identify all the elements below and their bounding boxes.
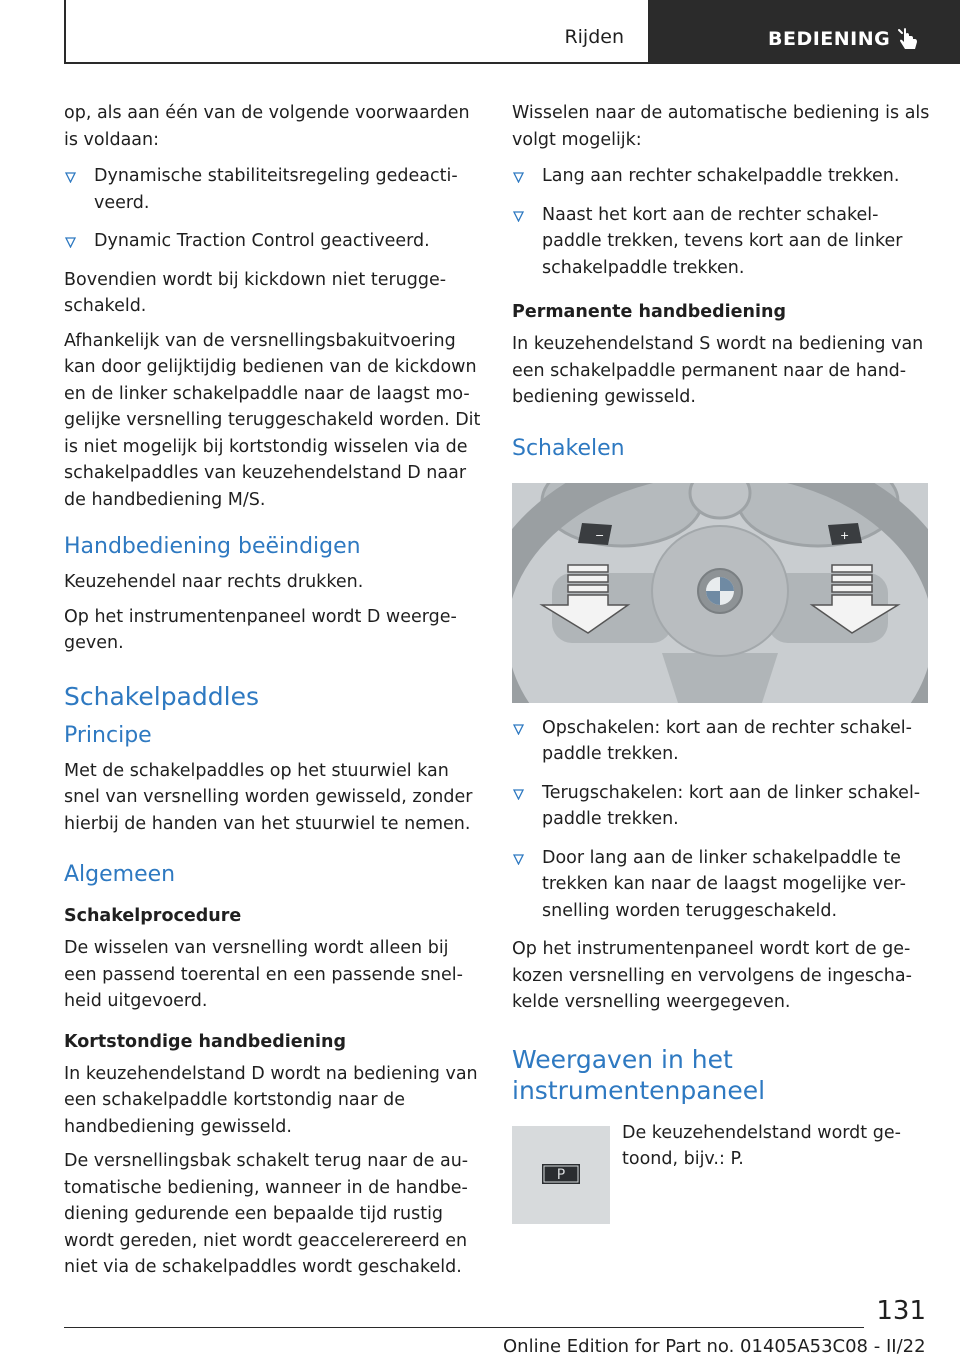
triangle-bullet-icon <box>65 172 76 183</box>
display-glyph: P <box>556 1166 566 1183</box>
section-heading-schakelen: Schakelen <box>512 435 625 461</box>
display-image <box>512 1126 610 1224</box>
steering-wheel-paddles-image <box>512 483 928 703</box>
list-item <box>512 163 930 190</box>
hand-pointer-icon <box>896 26 920 52</box>
section-heading-display: Weergaven in het instrumentenpaneel <box>512 1044 766 1105</box>
paragraph: Bovendien wordt bij kickdown niet terugge- schakeld. <box>64 269 447 316</box>
paragraph: De wisselen van versnelling wordt alleen bij een passend toerental en een passende snel- heid uitgevoerd. <box>64 938 463 1011</box>
page-number: 131 <box>876 1296 926 1326</box>
paragraph: op, als aan één van de volgende voorwaarden is voldaan: <box>64 103 470 150</box>
bullet-list <box>512 715 930 925</box>
list-item-text: Dynamische stabiliteitsregeling gedeacti- veerd. <box>94 166 458 213</box>
paragraph: Afhankelijk van de versnellingsbakuitvoering kan door gelijktijdig bedienen van de kickdown en de linker schakelpaddle naar de laagst mo- gelijke versnelling teruggeschakeld worden. Dit is niet mogelijk bij kortstondig wisselen via de schakelpaddles van keuzehendelstand D naar de handbediening M/S. <box>64 330 481 510</box>
header-section-title: Rijden <box>564 26 624 48</box>
list-item-text: Naast het kort aan de rechter schakel- paddle trekken, tevens kort aan de linker schakelpaddle trekken. <box>542 204 903 278</box>
svg-text:−: − <box>595 528 605 542</box>
section-heading-paddles: Schakelpaddles <box>64 681 259 711</box>
right-column <box>512 100 930 1224</box>
paragraph: Wisselen naar de automatische bediening is als volgt mogelijk: <box>512 103 930 150</box>
section-heading-algemeen: Algemeen <box>64 862 176 887</box>
svg-text:+: + <box>840 528 850 542</box>
paragraph: De versnellingsbak schakelt terug naar de au- tomatische bediening, wanneer in de handbe- diening gedurende een bepaalde tijd rustig wordt gereden, niet wordt geaccelerereerd en niet via de schakelpaddles wordt geschakeld. <box>64 1151 469 1277</box>
paragraph: De keuzehendelstand wordt ge- toond, bijv.: P. <box>622 1122 901 1169</box>
paragraph: Met de schakelpaddles op het stuurwiel kan snel van versnelling worden gewisseld, zonder hierbij de handen van het stuurwiel te nemen. <box>64 760 473 834</box>
section-heading-end-manual: Handbediening beëindigen <box>64 534 361 559</box>
paragraph: Op het instrumentenpaneel wordt D weerge- geven. <box>64 606 457 653</box>
triangle-bullet-icon <box>513 211 524 222</box>
list-item <box>64 163 482 216</box>
triangle-bullet-icon <box>513 854 524 865</box>
list-item-text: Door lang aan de linker schakelpaddle te trekken kan naar de laagst mogelijke ver- snelling worden teruggeschakeld. <box>542 847 906 921</box>
triangle-bullet-icon <box>513 172 524 183</box>
list-item <box>64 228 482 255</box>
subheading-procedure: Schakelprocedure <box>64 906 242 926</box>
list-item <box>512 845 930 925</box>
paragraph: In keuzehendelstand S wordt na bediening van een schakelpaddle permanent naar de hand- bediening gewisseld. <box>512 334 924 407</box>
list-item-text: Lang aan rechter schakelpaddle trekken. <box>542 166 900 186</box>
footer-divider <box>64 1327 864 1328</box>
paragraph: Op het instrumentenpaneel wordt kort de ge- kozen versnelling en vervolgens de ingescha- kelde versnelling weergegeven. <box>512 939 912 1012</box>
header-chapter-tab <box>650 0 960 64</box>
subheading-permanent: Permanente handbediening <box>512 302 786 322</box>
section-heading-principe: Principe <box>64 722 152 748</box>
header-chapter-title: BEDIENING <box>768 28 891 50</box>
list-item <box>512 202 930 282</box>
bullet-list <box>64 163 482 255</box>
paragraph: Keuzehendel naar rechts drukken. <box>64 572 364 592</box>
list-item <box>512 780 930 833</box>
paragraph: In keuzehendelstand D wordt na bediening van een schakelpaddle kortstondig naar de handbediening gewisseld. <box>64 1063 478 1137</box>
subheading-short-manual: Kortstondige handbediening <box>64 1031 347 1052</box>
bullet-list <box>512 163 930 281</box>
list-item-text: Terugschakelen: kort aan de linker schakel- paddle trekken. <box>542 782 921 829</box>
header-section-box <box>64 0 650 64</box>
list-item-text: Opschakelen: kort aan de rechter schakel- paddle trekken. <box>542 717 912 764</box>
triangle-bullet-icon <box>513 789 524 800</box>
display-example <box>512 1120 930 1224</box>
footer-edition: Online Edition for Part no. 01405A53C08 - II/22 <box>503 1336 926 1357</box>
list-item-text: Dynamic Traction Control geactiveerd. <box>94 231 430 251</box>
triangle-bullet-icon <box>513 724 524 735</box>
triangle-bullet-icon <box>65 237 76 248</box>
gear-display-icon <box>512 1126 610 1224</box>
left-column <box>64 100 482 1289</box>
list-item <box>512 715 930 768</box>
